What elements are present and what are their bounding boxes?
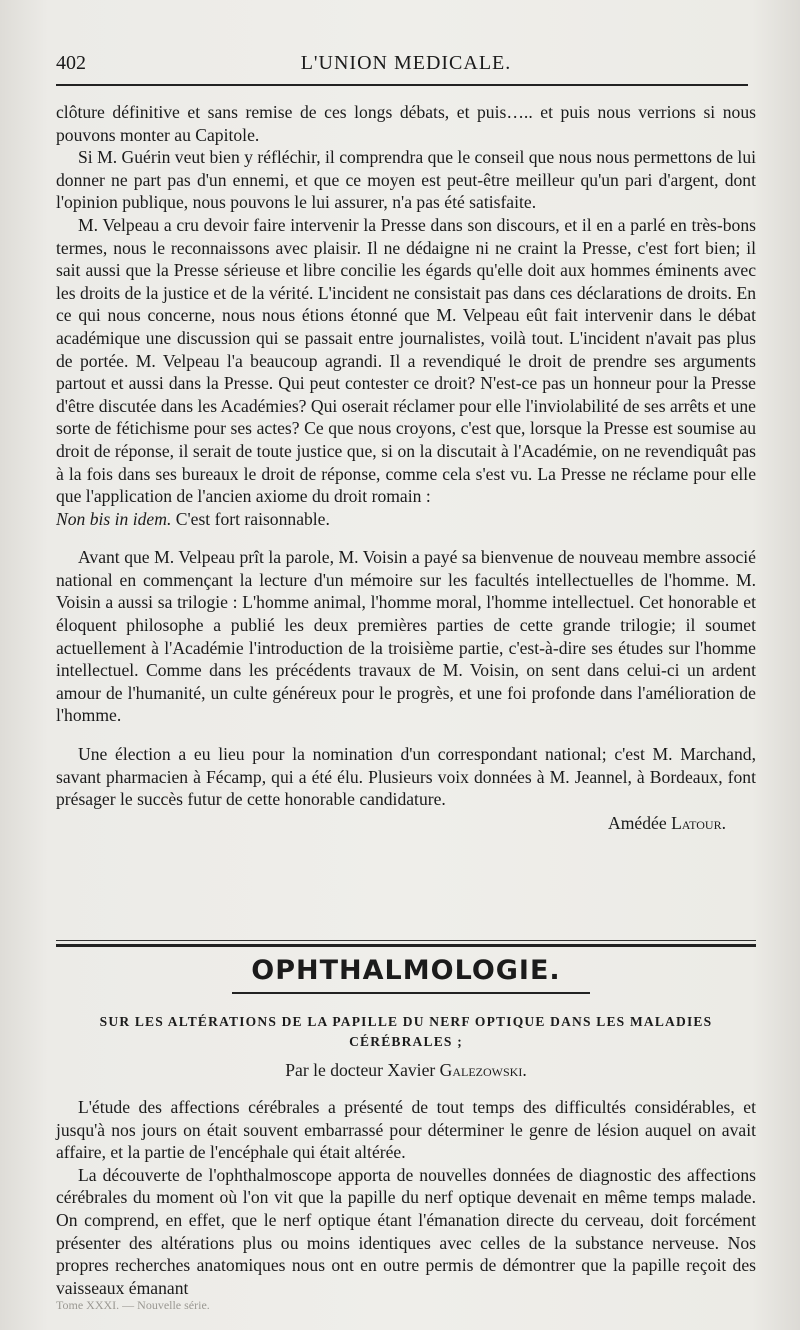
signature-first-name: Amédée: [608, 812, 667, 833]
article-body-part2: [56, 1096, 756, 1299]
section-rule-thick: [56, 944, 756, 947]
paragraph-3: M. Velpeau a cru devoir faire intervenir la Presse dans son discours, et il en a parlé en très-bons termes, nous le reconnaissons avec plaisir. Il ne dédaigne ni ne craint la Presse, c'est fort bien; il sait aussi que la Presse sérieuse et libre concilie les égards qu'elle doit aux hommes éminents avec les droits de la justice et de la vérité. L'incident ne consistait pas dans ces déclarations de droits. En ce qui nous concerne, nous nous étions étonné que M. Velpeau eût fait intervenir dans le débat académique une discussion qui se passait entre journalistes, voilà tout. L'incident n'avait pas plus de portée. M. Velpeau l'a beaucoup agrandi. Il a revendiqué le droit de prendre ses arguments partout et aussi dans la Presse. Qui peut contester ce droit? N'est-ce pas un honneur pour la Presse d'être discutée dans les Académies? Qui oserait réclamer pour elle l'inviolabilité de ses arrêts et une sorte de fétichisme pour ses actes? Ce que nous croyons, c'est que, lorsque la Presse est soumise au droit de réponse, il serait de toute justice que, si on la discutait à l'Académie, on ne revendiquât pas à la fois dans ses bureaux le droit de réponse, comme cela s'est vu. La Presse ne réclame pour elle que l'application de l'ancien axiome du droit romain :: [56, 214, 756, 507]
signature-last-name: Latour.: [671, 812, 726, 833]
running-title: L'UNION MEDICALE.: [300, 52, 512, 74]
header-rule: [56, 84, 748, 86]
section-rule-thin: [56, 940, 756, 941]
latin-phrase: Non bis in idem.: [56, 508, 172, 529]
paragraph-2: Si M. Guérin veut bien y réfléchir, il comprendra que le conseil que nous nous permettons de lui donner ne part pas d'un ennemi, et que ce moyen est peut-être meilleur qu'un pari d'argent, dont l'opinion publique, nous pouvons le lui assurer, n'a pas été satisfaite.: [56, 147, 756, 213]
article-title: SUR LES ALTÉRATIONS DE LA PAPILLE DU NERF OPTIQUE DANS LES MALADIES CÉRÉBRALES ;: [99, 1014, 713, 1049]
paragraph-3-end: [56, 508, 756, 531]
paragraph-7: La découverte de l'ophthalmoscope apporta de nouvelles données de diagnostic des affections cérébrales du moment où l'on vit que la papille du nerf optique devenait en même temps malade. On comprend, en effet, que le nerf optique étant l'émanation directe du cerveau, doit forcément présenter des altérations plus ou moins identiques avec celles de la substance nerveuse. Nos propres recherches anatomiques nous ont en outre permis de démontrer que la papille reçoit des vaisseaux émanant: [56, 1164, 756, 1298]
paragraph-5: Une élection a eu lieu pour la nomination d'un correspondant national; c'est M. Marchand, savant pharmacien à Fécamp, qui a été élu. Plusieurs voix données à M. Jeannel, à Bordeaux, font présager le succès futur de cette honorable candidature.: [56, 744, 756, 810]
byline: [56, 1060, 756, 1081]
author-name: Galezowski.: [439, 1060, 527, 1080]
page-footer: Tome XXXI. — Nouvelle série.: [56, 1298, 210, 1312]
paragraph-6: L'étude des affections cérébrales a présenté de tout temps des difficultés considérables, et jusqu'à nos jours on était souvent embarrassé pour déterminer le genre de lésion auquel on avait affaire, et la partie de l'encéphale qui était altérée.: [56, 1097, 756, 1163]
section-title: OPHTHALMOLOGIE.: [251, 955, 561, 986]
section-title-underline: [232, 992, 590, 994]
paragraph-1: clôture définitive et sans remise de ces longs débats, et puis….. et puis nous verrions si nous pouvons monter au Capitole.: [56, 102, 756, 145]
article-body-part1: [56, 101, 756, 834]
signature: [56, 813, 756, 834]
page-header: [56, 48, 756, 82]
page-number: 402: [56, 52, 86, 74]
byline-prefix: Par le docteur Xavier: [285, 1060, 436, 1080]
paragraph-3-tail: C'est fort raisonnable.: [175, 508, 330, 529]
paragraph-4: Avant que M. Velpeau prît la parole, M. Voisin a payé sa bienvenue de nouveau membre associé national en commençant la lecture d'un mémoire sur les facultés intellectuelles de l'homme. M. Voisin a aussi sa trilogie : L'homme animal, l'homme moral, l'homme intellectuel. Cet honorable et éloquent philosophe a publié les deux premières parties de cette grande trilogie; il soumet actuellement à l'Académie l'introduction de la troisième partie, c'est-à-dire ses études sur l'homme intellectuel. Comme dans les précédents travaux de M. Voisin, on sent dans celui-ci un ardent amour de l'humanité, un culte généreux pour le progrès, et une foi profonde dans l'amélioration de l'homme.: [56, 547, 756, 726]
